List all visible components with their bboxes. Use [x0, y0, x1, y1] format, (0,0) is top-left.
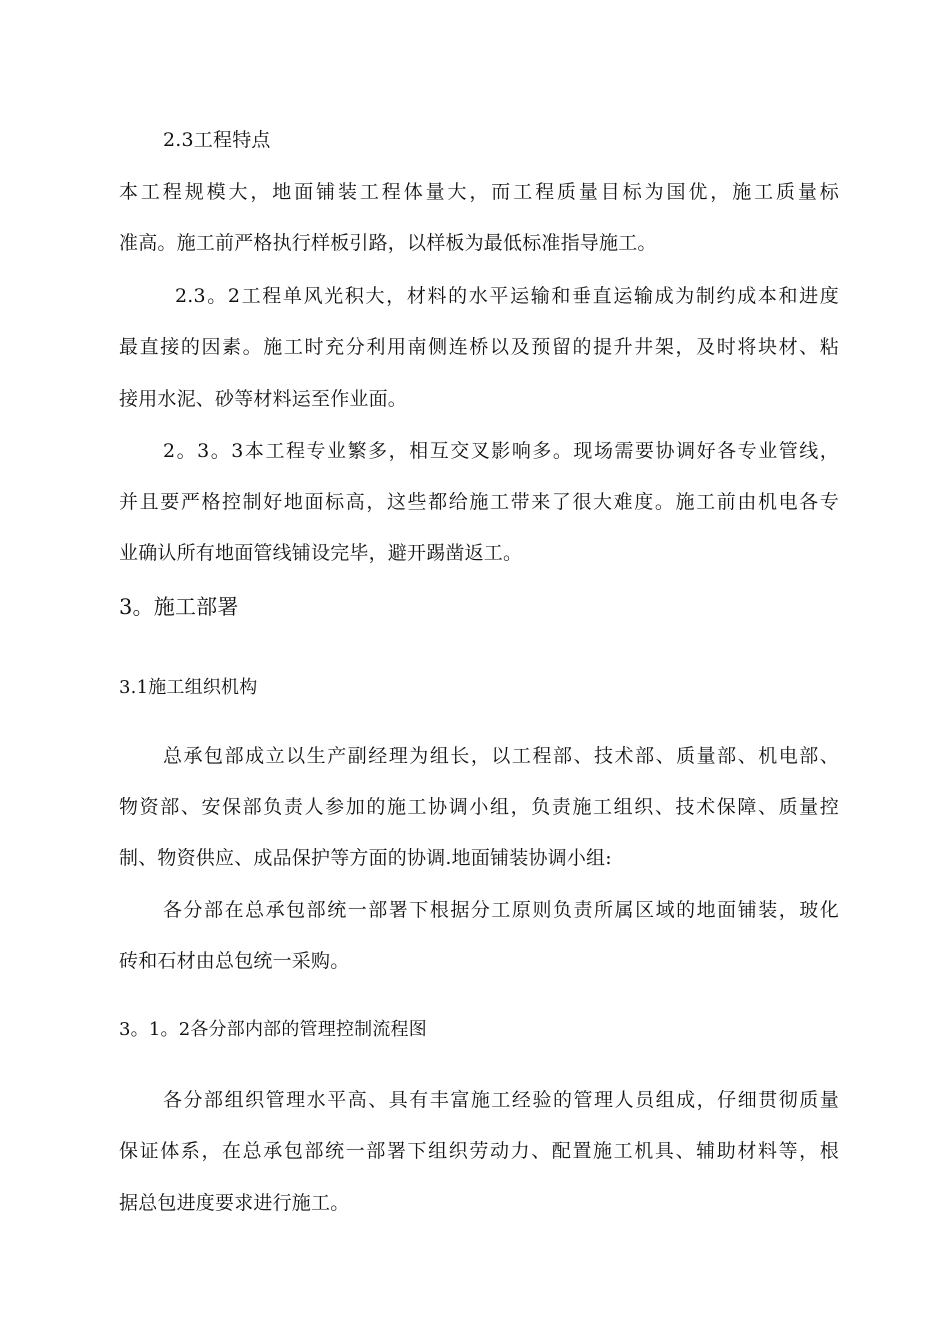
paragraph-line: 各分部在总承包部统一部署下根据分工原则负责所属区域的地面铺装，玻化: [163, 899, 839, 921]
paragraph-line: 接用水泥、砂等材料运至作业面。: [119, 388, 408, 410]
paragraph-line: 制、物资供应、成品保护等方面的协调.地面铺装协调小组:: [119, 847, 612, 869]
paragraph-line: 各分部组织管理水平高、具有丰富施工经验的管理人员组成，仔细贯彻质量: [163, 1089, 839, 1111]
paragraph-line: 2.3。2工程单风光积大，材料的水平运输和垂直运输成为制约成本和进度: [175, 285, 839, 307]
paragraph-line: 物资部、安保部负责人参加的施工协调小组，负责施工组织、技术保障、质量控: [119, 796, 839, 818]
paragraph-line: 总承包部成立以生产副经理为组长，以工程部、技术部、质量部、机电部、: [163, 745, 839, 767]
paragraph-line: 砖和石材由总包统一采购。: [119, 950, 350, 972]
paragraph-line: 准高。施工前严格执行样板引路，以样板为最低标准指导施工。: [119, 232, 657, 254]
section-heading-3: 3。施工部署: [119, 595, 239, 619]
section-heading-2-3: 2.3工程特点: [163, 129, 271, 151]
paragraph-line: 业确认所有地面管线铺设完毕，避开踢凿返工。: [119, 542, 523, 564]
paragraph-line: 据总包进度要求进行施工。: [119, 1192, 350, 1214]
paragraph-line: 并且要严格控制好地面标高，这些都给施工带来了很大难度。施工前由机电各专: [119, 491, 839, 513]
paragraph-line: 2。3。3本工程专业繁多，相互交叉影响多。现场需要协调好各专业管线，: [163, 440, 839, 462]
section-heading-3-1: 3.1施工组织机构: [119, 677, 258, 698]
paragraph-line: 保证体系，在总承包部统一部署下组织劳动力、配置施工机具、辅助材料等，根: [119, 1140, 839, 1162]
section-heading-3-1-2: 3。1。2各分部内部的管理控制流程图: [119, 1019, 427, 1040]
paragraph-line: 本工程规模大，地面铺装工程体量大，而工程质量目标为国优，施工质量标: [119, 181, 839, 203]
paragraph-line: 最直接的因素。施工时充分利用南侧连桥以及预留的提升井架，及时将块材、粘: [119, 336, 839, 358]
